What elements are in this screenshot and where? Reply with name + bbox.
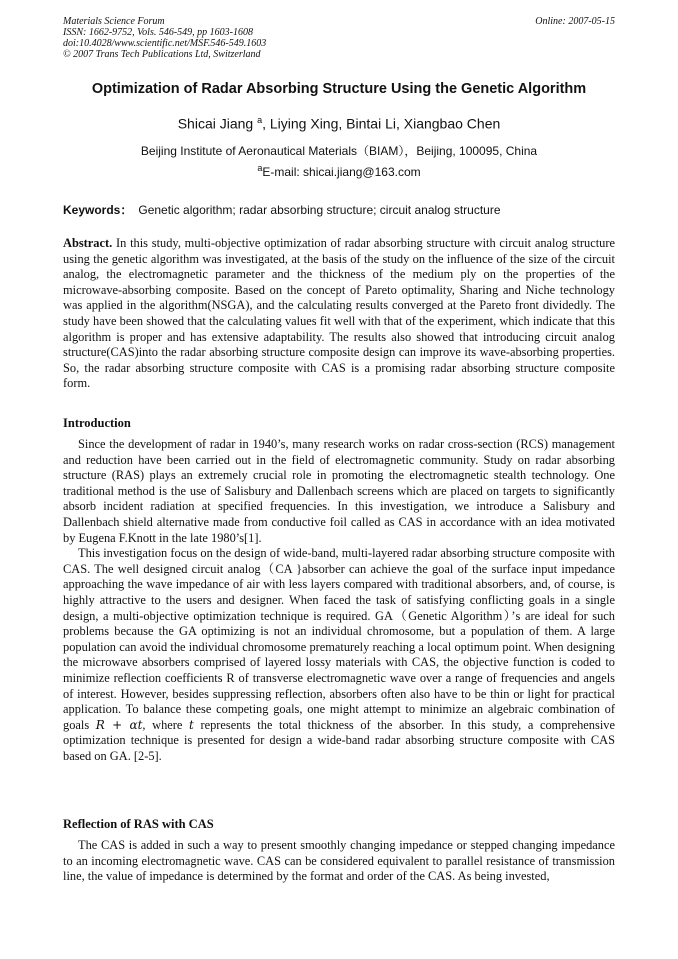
intro-p2-part-c: represents the total thickness of the absorber. In this study, a comprehensive optimization technique is presented for design a wide-band radar absorbing structure composite with CAS based on GA. [2-5]. — [63, 717, 615, 763]
paper-title: Optimization of Radar Absorbing Structure Using the Genetic Algorithm — [91, 81, 587, 97]
issn-line: ISSN: 1662-9752, Vols. 546-549, pp 1603-1608 — [63, 27, 253, 38]
abstract-label: Abstract. — [63, 236, 113, 250]
author-rest: Liying Xing, Bintai Li, Xiangbao Chen — [269, 115, 501, 132]
author-first-sup: a — [257, 115, 263, 125]
introduction-body — [63, 437, 615, 764]
author-separator: , — [262, 115, 270, 132]
author-first: Shicai Jiang — [177, 115, 254, 132]
intro-paragraph-1: Since the development of radar in 1940’s, many research works on radar cross-section (RCS) management and reduction have been carried out in the field of electromagnetic community. Study on radar absorbing structure (RAS) plays an extremely crucial role in promoting the electromagnetic stealth technology. One traditional method is the use of Salisbury and Dallenbach screens which are placed on targets to significantly absorb incident radiation at specified frequencies. In this investigation, we introduce a Salisbury and Dallenbach shield alternative made from conductive foil called as CAS in accordance with an idea motivated by Eugena F.Knott in the late 1980’s[1]. — [63, 437, 615, 545]
copyright-line: © 2007 Trans Tech Publications Ltd, Switzerland — [63, 49, 261, 60]
reflection-body — [63, 838, 615, 885]
reflection-paragraph-1: The CAS is added in such a way to present smoothly changing impedance or stepped changing impedance to an incoming electromagnetic wave. CAS can be considered equivalent to parallel resistance of transmission line, the value of impedance is determined by the format and order of the CAS. As being invested, — [63, 838, 615, 884]
affiliation: Beijing Institute of Aeronautical Materials（BIAM），Beijing, 100095, China — [140, 144, 538, 158]
email-sup: a — [257, 163, 263, 173]
keywords-text: Genetic algorithm; radar absorbing structure; circuit analog structure — [138, 203, 501, 217]
keywords — [63, 201, 501, 218]
author-list — [30, 115, 648, 132]
variable-t: t — [189, 717, 194, 732]
journal-name: Materials Science Forum — [63, 16, 165, 27]
email-line — [30, 163, 648, 179]
intro-paragraph-2 — [63, 546, 615, 764]
introduction-heading: Introduction — [63, 416, 131, 430]
keywords-label: Keywords： — [63, 203, 133, 217]
intro-p2-part-a: This investigation focus on the design of wide-band, multi-layered radar absorbing structure composite with CAS. The well designed circuit analog（CA }absorber can achieve the goal of the surface input impedance approaching the wave impedance of air with less layers compared with traditional absorbers, and, of course, is highly attractive to the users and designer. When faced the task of satisfying conflicting goals in a single design, a multi-objective optimization technique is required. GA（Genetic Algorithm）’s are ideal for such problems because the GA optimizing is not an individual chromosome, but a population of them. A large population can avoid the individual chromosome prematurely reaching a local optimum point. When designing the microwave absorbers comprised of layered lossy materials with CAS, the objective function is coded to minimize reflection coefficients R of transverse electromagnetic wave over a range of frequencies and angels of interest. However, besides suppressing reflection, absorbers often also have to be thin or light for practical application. To balance these competing goals, one might attempt to minimize an algebraic combination of goals — [63, 546, 615, 732]
journal-header — [63, 16, 266, 60]
email-text: E-mail: shicai.jiang@163.com — [262, 165, 421, 179]
abstract-text: In this study, multi-objective optimization of radar absorbing structure with circuit analog structure using the genetic algorithm was investigated, at the basis of the study on the influence of the size of the circuit analog, the electromagnetic parameter and the thickness of the medium ply on the properties of the microwave-absorbing composite. Based on the concept of Pareto optimality, Sharing and Niche technology was applied in the algorithm(NSGA), and the calculating results converged at the Pareto front dividedly. The study have been showed that the calculating values fit well with that of the experiment, which indicate that this algorithm is proper and has extensive adaptability. The results also showed that introducing circuit analog structure(CAS)into the radar absorbing structure composite design can improve its wave-absorbing properties. So, the radar absorbing structure composite with CAS is a promising radar absorbing structure composite form. — [63, 236, 615, 391]
reflection-heading: Reflection of RAS with CAS — [63, 817, 214, 831]
formula-r-plus-alpha-t: R + αt — [95, 717, 143, 732]
abstract — [63, 236, 615, 392]
online-date: Online: 2007-05-15 — [535, 16, 615, 27]
intro-p2-part-b: , where — [142, 717, 183, 732]
doi-line: doi:10.4028/www.scientific.net/MSF.546-549.1603 — [63, 38, 267, 49]
